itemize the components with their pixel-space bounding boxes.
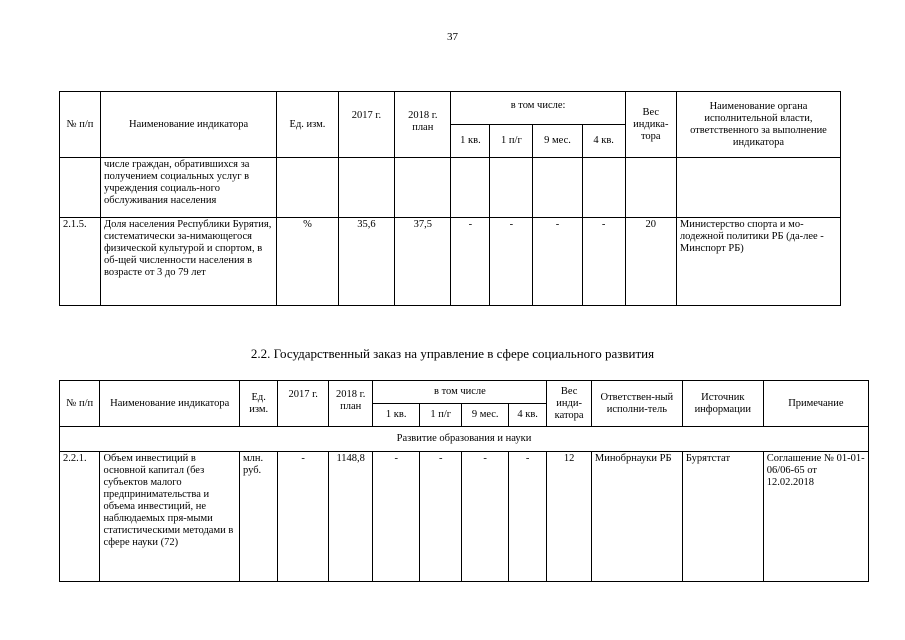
header-2018-plan: 2018 г. план [395,92,451,158]
row-q1: - [451,218,490,306]
row-source: Бурятстат [682,452,763,582]
header-h1: 1 п/г [419,404,461,427]
header-weight: Вес индика-тора [625,92,676,158]
row-q1: - [373,452,420,582]
section-title: 2.2. Государственный заказ на управление в сфере социального развития [250,346,655,361]
row-num: 2.1.5. [60,218,101,306]
header-name: Наименование индикатора [100,92,276,158]
row-name: Объем инвестиций в основной капитал (без субъектов малого предпринимательства и объема инвестиций, не наблюдаемых пря-мыми статистическими методами в сфере науки (72) [100,452,240,582]
row-2017: 35,6 [338,218,394,306]
row-q4: - [508,452,546,582]
header-num: № п/п [60,381,100,427]
header-name: Наименование индикатора [100,381,240,427]
table-row [60,452,869,582]
row-2018: 1148,8 [328,452,372,582]
header-2018-plan: 2018 г. план [328,381,372,427]
row-h1: - [419,452,461,582]
row-note: Соглашение № 01-01-06/06-65 от 12.02.2018 [763,452,868,582]
continuation-text: числе граждан, обратившихся за получением социальных услуг в учреждения социаль-ного обслуживания населения [100,158,276,218]
header-weight: Вес инди-катора [547,381,591,427]
row-2017: - [278,452,329,582]
header-responsible-body: Наименование органа исполнительной власти, ответственного за выполнение индикатора [676,92,840,158]
row-h1: - [490,218,533,306]
header-q4: 4 кв. [508,404,546,427]
section-row-education: Развитие образования и науки [60,427,869,452]
header-including: в том числе: [451,92,625,125]
header-2017: 2017 г. [278,381,329,427]
header-2017: 2017 г. [338,92,394,158]
header-9m: 9 мес. [462,404,509,427]
row-executor: Минобрнауки РБ [591,452,682,582]
row-weight: 20 [625,218,676,306]
state-order-table [59,380,869,582]
header-executor: Ответствен-ный исполни-тель [591,381,682,427]
header-note: Примечание [763,381,868,427]
header-9m: 9 мес. [533,125,582,158]
row-9m: - [462,452,509,582]
header-num: № п/п [60,92,101,158]
header-unit: Ед. изм. [277,92,338,158]
row-responsible-body: Министерство спорта и мо-лодежной политики РБ (да-лее - Минспорт РБ) [676,218,840,306]
table-row-continuation [60,158,841,218]
table-row [60,218,841,306]
header-unit: Ед. изм. [239,381,277,427]
row-9m: - [533,218,582,306]
header-q1: 1 кв. [451,125,490,158]
indicators-table-continued [59,91,841,306]
row-unit: млн. руб. [239,452,277,582]
row-weight: 12 [547,452,591,582]
row-2018: 37,5 [395,218,451,306]
row-name: Доля населения Республики Бурятия, систематически за-нимающегося физической культурой и спортом, в об-щей численности населения в возрасте от 3 до 79 лет [100,218,276,306]
row-num: 2.2.1. [60,452,100,582]
row-q4: - [582,218,625,306]
header-including: в том числе [373,381,547,404]
row-unit: % [277,218,338,306]
header-q4: 4 кв. [582,125,625,158]
header-source: Источник информации [682,381,763,427]
header-h1: 1 п/г [490,125,533,158]
page-number: 37 [447,31,458,43]
header-q1: 1 кв. [373,404,420,427]
